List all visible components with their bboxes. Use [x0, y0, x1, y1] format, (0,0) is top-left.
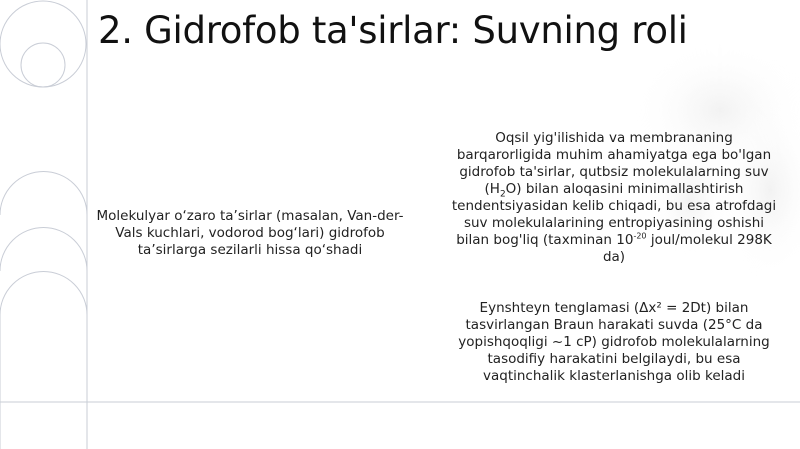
top-circle-large — [0, 1, 86, 87]
right-paragraph-2: Eynshteyn tenglamasi (Δx² = 2Dt) bilan tasvirlangan Braun harakati suvda (25°C da yopishqoqligi ~1 cP) gidrofob molekulalarning tasodifiy harakatini belgilaydi, bu esa vaqtinchalik klasterlanishga olib keladi — [458, 300, 770, 384]
arch-outer — [0, 172, 87, 216]
right-paragraph-1 — [448, 130, 780, 266]
h2o-subscript: 2 — [499, 189, 506, 200]
exponent-superscript: -20 — [633, 231, 647, 241]
left-text-block: Molekulyar o‘zaro ta’sirlar (masalan, Van-der-Vals kuchlari, vodorod bog‘lari) gidrofob ta’sirlarga sezilarli hissa qo‘shadi — [96, 208, 404, 258]
arch-lower — [0, 272, 87, 449]
arch-upper — [0, 228, 87, 272]
top-circle-small — [21, 43, 65, 87]
right-text-block — [448, 130, 780, 385]
p1-part1: Oqsil yig'ilishida va membrananing barqarorligida muhim ahamiyatga ega bo'lgan gidrofob ta'sirlar, qutbsiz molekulalarning suv (H — [456, 130, 772, 197]
p1-part2: O) bilan aloqasini minimallashtirish tendentsiyasidan kelib chiqadi, bu esa atrofdagi suv molekulalarining entropiyasining oshishi bilan bog'liq (taxminan 10 — [451, 181, 777, 248]
slide-title: 2. Gidrofob ta'sirlar: Suvning roli — [98, 9, 688, 52]
p1-part3: joul/molekul 298K da) — [602, 232, 772, 265]
